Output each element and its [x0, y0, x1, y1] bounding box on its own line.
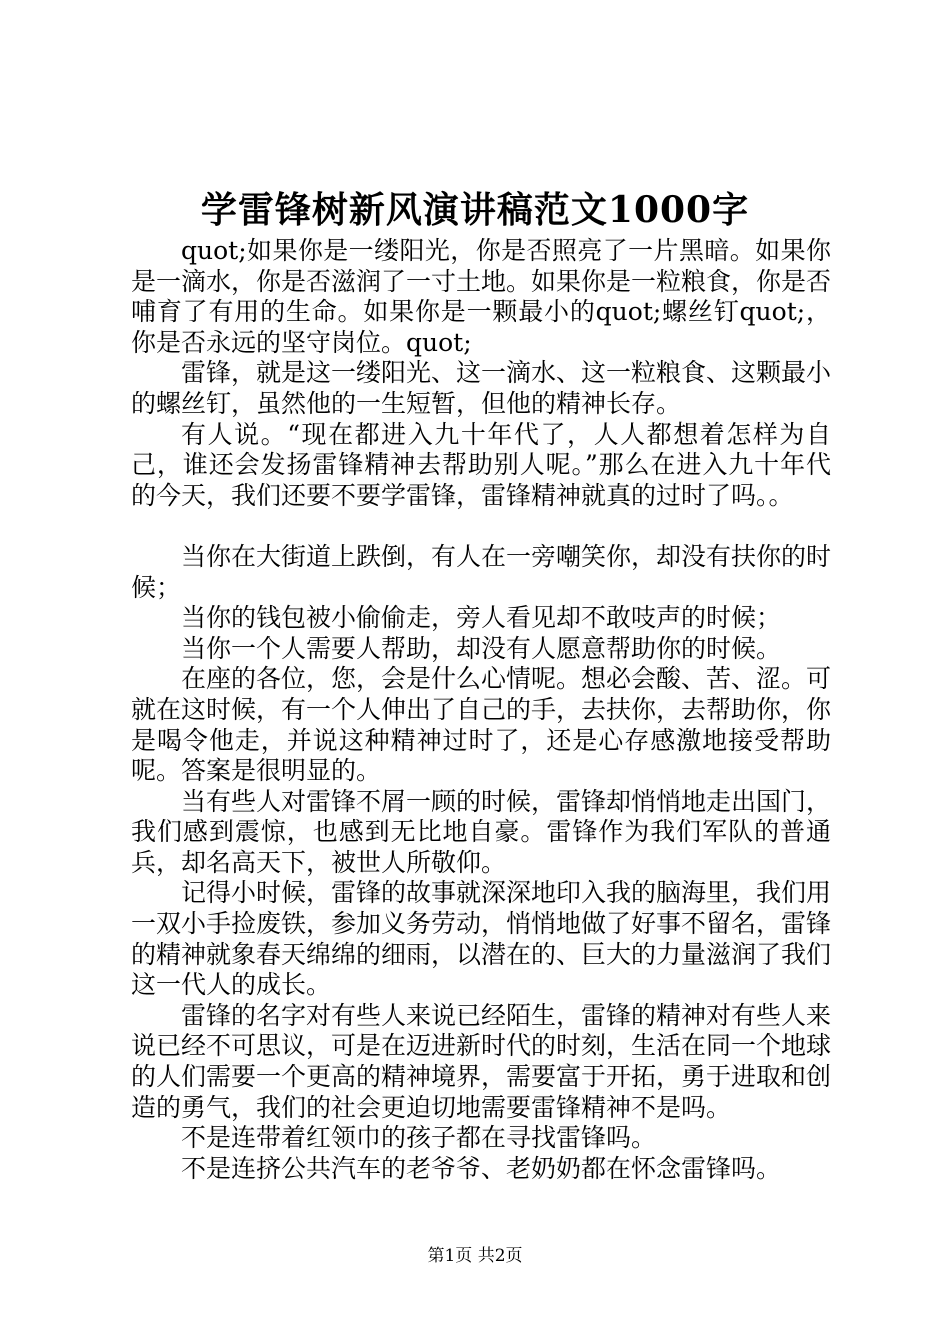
page-footer	[0, 1244, 950, 1268]
document-title: 学雷锋树新风演讲稿范文1000字	[200, 189, 750, 231]
paragraph-4: 当你在大街道上跌倒，有人在一旁嘲笑你，却没有扶你的时候；	[131, 541, 832, 602]
paragraph-2: 雷锋，就是这一缕阳光、这一滴水、这一粒粮食、这颗最小的螺丝钉，虽然他的一生短暂，但他的精神长存。	[131, 358, 832, 418]
paragraph-6: 当你一个人需要人帮助，却没有人愿意帮助你的时候。	[181, 633, 782, 663]
paragraph-12: 不是连挤公共汽车的老爷爷、老奶奶都在怀念雷锋吗。	[181, 1153, 782, 1183]
paragraph-7: 在座的各位，您，会是什么心情呢。想必会酸、苦、涩。可就在这时候，有一个人伸出了自己的手，去扶你，去帮助你，你是喝令他走，并说这种精神过时了，还是心存感激地接受帮助呢。答案是很明显的。	[131, 664, 832, 786]
paragraph-9: 记得小时候，雷锋的故事就深深地印入我的脑海里，我们用一双小手捡废铁，参加义务劳动，悄悄地做了好事不留名，雷锋的精神就象春天绵绵的细雨，以潜在的、巨大的力量滋润了我们这一代人的成长。	[131, 878, 832, 1000]
paragraph-10: 雷锋的名字对有些人来说已经陌生，雷锋的精神对有些人来说已经不可思议，可是在迈进新时代的时刻，生活在同一个地球的人们需要一个更高的精神境界，需要富于开拓，勇于进取和创造的勇气，我们的社会更迫切地需要雷锋精神不是吗。	[131, 1000, 832, 1122]
paragraph-5: 当你的钱包被小偷偷走，旁人看见却不敢吱声的时候；	[181, 603, 782, 633]
paragraph-3: 有人说。“现在都进入九十年代了，人人都想着怎样为自己，谁还会发扬雷锋精神去帮助别人呢。”那么在进入九十年代的今天，我们还要不要学雷锋，雷锋精神就真的过时了吗。。	[131, 419, 831, 510]
document-body	[131, 236, 831, 1184]
paragraph-8: 当有些人对雷锋不屑一顾的时候，雷锋却悄悄地走出国门，我们感到震惊，也感到无比地自豪。雷锋作为我们军队的普通兵，却名高天下，被世人所敬仰。	[131, 786, 832, 877]
page-total: 共2页	[477, 1246, 523, 1266]
page-number: 第1页	[427, 1246, 473, 1266]
paragraph-11: 不是连带着红领巾的孩子都在寻找雷锋吗。	[181, 1123, 657, 1153]
paragraph-1: quot;如果你是一缕阳光，你是否照亮了一片黑暗。如果你是一滴水，你是否滋润了一寸土地。如果你是一粒粮食，你是否哺育了有用的生命。如果你是一颗最小的quot;螺丝钉quot;，你是否永远的坚守岗位。quot;	[131, 236, 832, 357]
